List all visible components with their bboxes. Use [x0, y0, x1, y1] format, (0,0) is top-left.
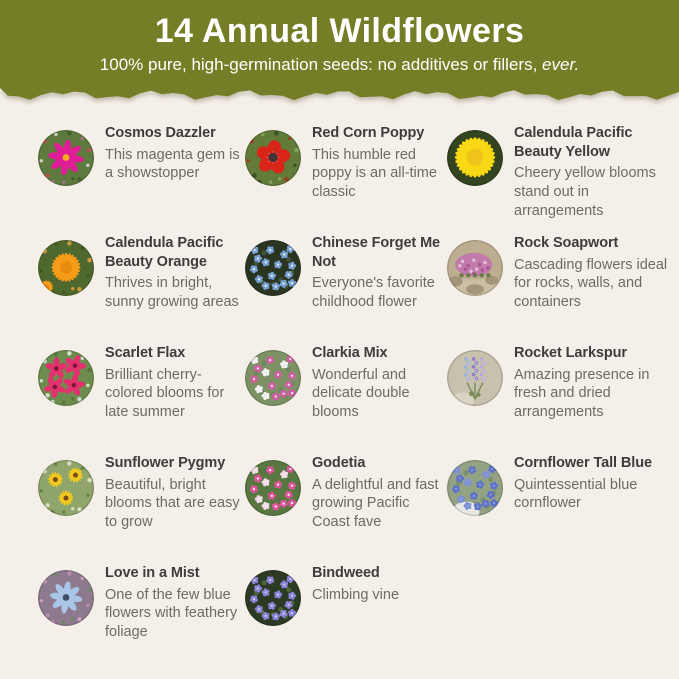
- page-subtitle: [0, 55, 679, 75]
- flower-name: Clarkia Mix: [312, 345, 388, 361]
- flower-description: Thrives in bright, sunny growing areas: [105, 275, 239, 310]
- flower-description: Wonderful and delicate double blooms: [312, 366, 410, 421]
- subtitle-text: 100% pure, high-germination seeds: no additives or fillers,: [99, 55, 543, 75]
- flower-description: Quintessential blue cornflower: [514, 476, 638, 512]
- flower-name: Calendula Pacific Beauty Yellow: [514, 125, 633, 160]
- flower-item: [38, 564, 245, 674]
- flower-description: Beautiful, bright blooms that are easy to grow: [105, 476, 240, 531]
- flower-photo: [38, 240, 94, 296]
- flower-photo: [38, 130, 94, 186]
- torn-paper-edge-decoration: [0, 88, 679, 104]
- flower-photo: [245, 350, 301, 406]
- flower-text: [105, 124, 245, 183]
- flower-text: [105, 344, 245, 422]
- flower-item: [245, 234, 447, 344]
- flower-text: [312, 344, 447, 422]
- flower-text: [105, 454, 245, 532]
- flower-photo: [38, 570, 94, 626]
- flower-description: This magenta gem is a showstopper: [105, 146, 240, 182]
- flower-item: [38, 234, 245, 344]
- flower-name: Godetia: [312, 455, 366, 471]
- flower-text: [514, 124, 669, 221]
- flower-item: [38, 124, 245, 234]
- flower-text: [312, 564, 399, 604]
- flower-description: This humble red poppy is an all-time classic: [312, 146, 437, 201]
- flower-text: [514, 454, 669, 513]
- flower-photo: [245, 460, 301, 516]
- flower-item: [245, 454, 447, 564]
- flower-text: [105, 564, 245, 642]
- flower-item: [245, 124, 447, 234]
- flower-item: [447, 124, 669, 234]
- flower-name: Red Corn Poppy: [312, 125, 425, 141]
- flower-photo: [38, 350, 94, 406]
- flower-photo: [245, 570, 301, 626]
- flower-text: [312, 454, 447, 532]
- flower-item: [245, 344, 447, 454]
- header-banner: [0, 0, 679, 88]
- flower-name: Sunflower Pygmy: [105, 455, 226, 471]
- flower-name: Rock Soapwort: [514, 235, 619, 251]
- flower-photo: [245, 240, 301, 296]
- flower-name: Cornflower Tall Blue: [514, 455, 652, 471]
- flower-description: Amazing presence in fresh and dried arrangements: [514, 366, 650, 421]
- flower-name: Calendula Pacific Beauty Orange: [105, 235, 224, 270]
- flower-photo: [447, 130, 503, 186]
- flower-item: [447, 344, 669, 454]
- flower-description: One of the few blue flowers with feathery foliage: [105, 586, 238, 641]
- flower-text: [312, 124, 447, 202]
- flower-photo: [38, 460, 94, 516]
- flower-item: [447, 454, 669, 564]
- flower-name: Cosmos Dazzler: [105, 125, 216, 141]
- flower-item: [447, 234, 669, 344]
- flower-grid: [0, 124, 679, 674]
- flower-item: [38, 344, 245, 454]
- flower-text: [312, 234, 447, 312]
- flower-description: A delightful and fast growing Pacific Coast fave: [312, 476, 439, 531]
- flower-description: Everyone's favorite childhood flower: [312, 275, 435, 310]
- flower-name: Bindweed: [312, 565, 380, 581]
- page-title: 14 Annual Wildflowers: [154, 12, 525, 50]
- flower-name: Chinese Forget Me Not: [312, 235, 441, 270]
- flower-name: Scarlet Flax: [105, 345, 186, 361]
- flower-text: [514, 234, 669, 312]
- flower-photo: [245, 130, 301, 186]
- flower-description: Cascading flowers ideal for rocks, walls, and containers: [514, 256, 668, 311]
- flower-item: [245, 564, 447, 674]
- flower-photo: [447, 350, 503, 406]
- flower-text: [514, 344, 669, 422]
- flower-text: [105, 234, 245, 312]
- flower-description: Cheery yellow blooms stand out in arrangements: [514, 165, 656, 219]
- flower-item: [38, 454, 245, 564]
- flower-photo: [447, 460, 503, 516]
- flower-name: Rocket Larkspur: [514, 345, 627, 361]
- flower-description: Climbing vine: [312, 586, 400, 603]
- subtitle-emphasis: ever.: [542, 55, 580, 75]
- flower-photo: [447, 240, 503, 296]
- flower-name: Love in a Mist: [105, 565, 200, 581]
- flower-description: Brilliant cherry-colored blooms for late summer: [105, 366, 225, 421]
